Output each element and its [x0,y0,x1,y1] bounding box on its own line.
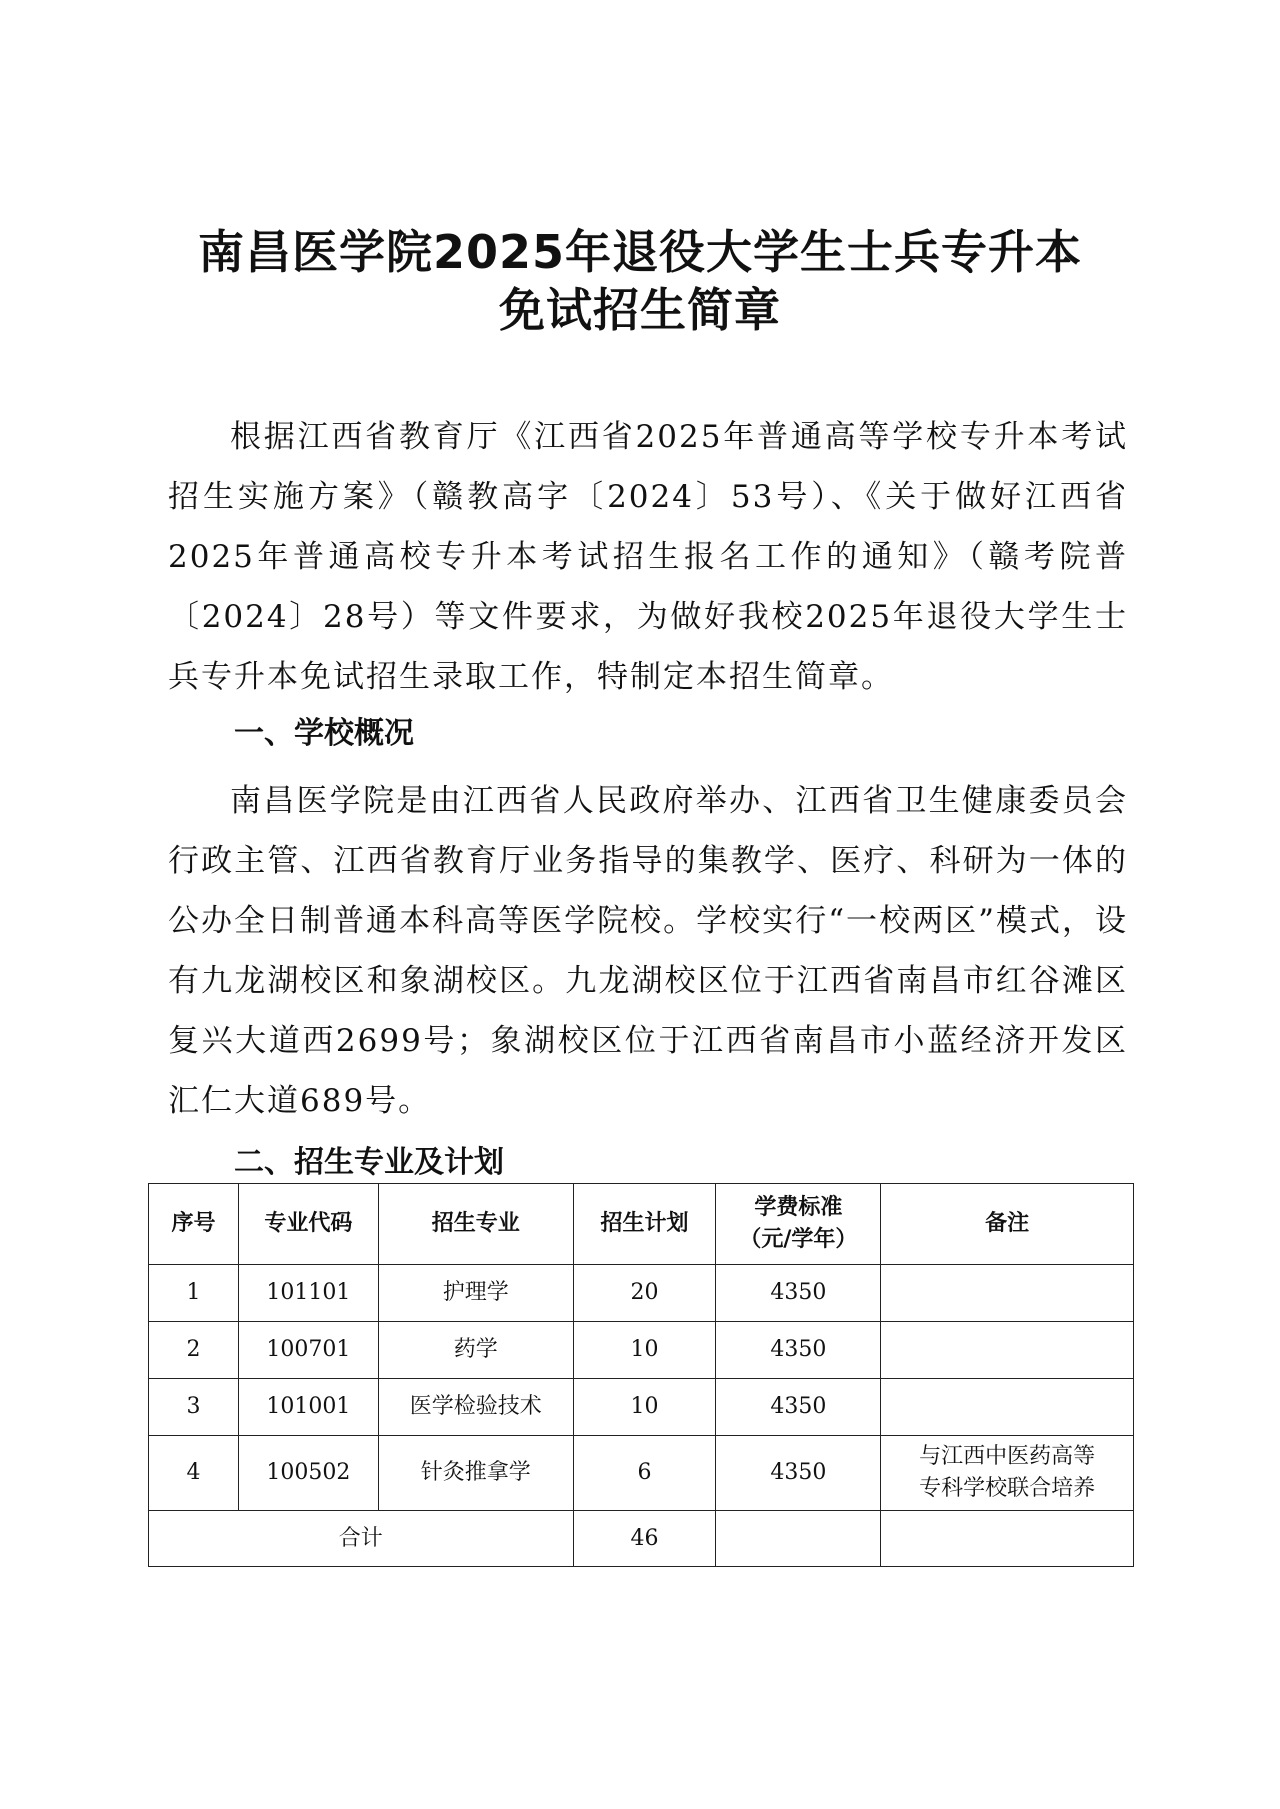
table-row [149,1379,1134,1436]
header-note: 备注 [881,1184,1134,1265]
intro-paragraph: 根据江西省教育厅《江西省2025年普通高等学校专升本考试招生实施方案》（赣教高字〔2024〕53号）、《关于做好江西省2025年普通高校专升本考试招生报名工作的通知》（赣考院普〔2024〕28号）等文件要求，为做好我校2025年退役大学生士兵专升本免试招生录取工作，特制定本招生简章。 [168,419,1128,695]
enrollment-plan-table [148,1183,1134,1567]
header-code: 专业代码 [238,1184,378,1265]
cell-code: 101001 [238,1379,378,1436]
header-major: 招生专业 [378,1184,573,1265]
cell-plan: 10 [573,1379,716,1436]
document-title-line-1: 南昌医学院2025年退役大学生士兵专升本 [197,225,1083,279]
document-title-line-2: 免试招生简章 [499,283,781,337]
cell-plan: 20 [573,1265,716,1322]
table-row [149,1265,1134,1322]
table-total-row [149,1511,1134,1567]
school-overview-paragraph: 南昌医学院是由江西省人民政府举办、江西省卫生健康委员会行政主管、江西省教育厅业务指导的集教学、医疗、科研为一体的公办全日制普通本科高等医学院校。学校实行“一校两区”模式，设有九龙湖校区和象湖校区。九龙湖校区位于江西省南昌市红谷滩区复兴大道西2699号；象湖校区位于江西省南昌市小蓝经济开发区汇仁大道689号。 [168,783,1128,1119]
section-heading-school-overview: 一、学校概况 [234,716,414,751]
cell-code: 101101 [238,1265,378,1322]
cell-note-line-2: 专科学校联合培养 [919,1476,1096,1501]
cell-code: 100701 [238,1322,378,1379]
cell-note [881,1322,1134,1379]
cell-code: 100502 [238,1436,378,1511]
cell-note [881,1436,1134,1511]
cell-fee: 4350 [716,1265,881,1322]
section-heading-enrollment-plan: 二、招生专业及计划 [234,1145,504,1180]
header-fee-line-1: 学费标准 [754,1195,843,1220]
total-plan: 46 [573,1511,716,1567]
cell-note [881,1265,1134,1322]
cell-major: 医学检验技术 [378,1379,573,1436]
header-fee-line-2: （元/学年） [739,1227,858,1252]
cell-major: 护理学 [378,1265,573,1322]
total-fee-empty [716,1511,881,1567]
total-note-empty [881,1511,1134,1567]
cell-plan: 10 [573,1322,716,1379]
cell-seq: 4 [149,1436,239,1511]
cell-note [881,1379,1134,1436]
header-fee [716,1184,881,1265]
cell-plan: 6 [573,1436,716,1511]
cell-seq: 1 [149,1265,239,1322]
cell-fee: 4350 [716,1322,881,1379]
cell-fee: 4350 [716,1436,881,1511]
cell-fee: 4350 [716,1379,881,1436]
header-seq: 序号 [149,1184,239,1265]
total-label: 合计 [149,1511,574,1567]
cell-major: 药学 [378,1322,573,1379]
cell-seq: 2 [149,1322,239,1379]
table-row [149,1322,1134,1379]
table-header-row [149,1184,1134,1265]
header-plan: 招生计划 [573,1184,716,1265]
cell-note-line-1: 与江西中医药高等 [919,1444,1096,1469]
cell-major: 针灸推拿学 [378,1436,573,1511]
table-row [149,1436,1134,1511]
cell-seq: 3 [149,1379,239,1436]
